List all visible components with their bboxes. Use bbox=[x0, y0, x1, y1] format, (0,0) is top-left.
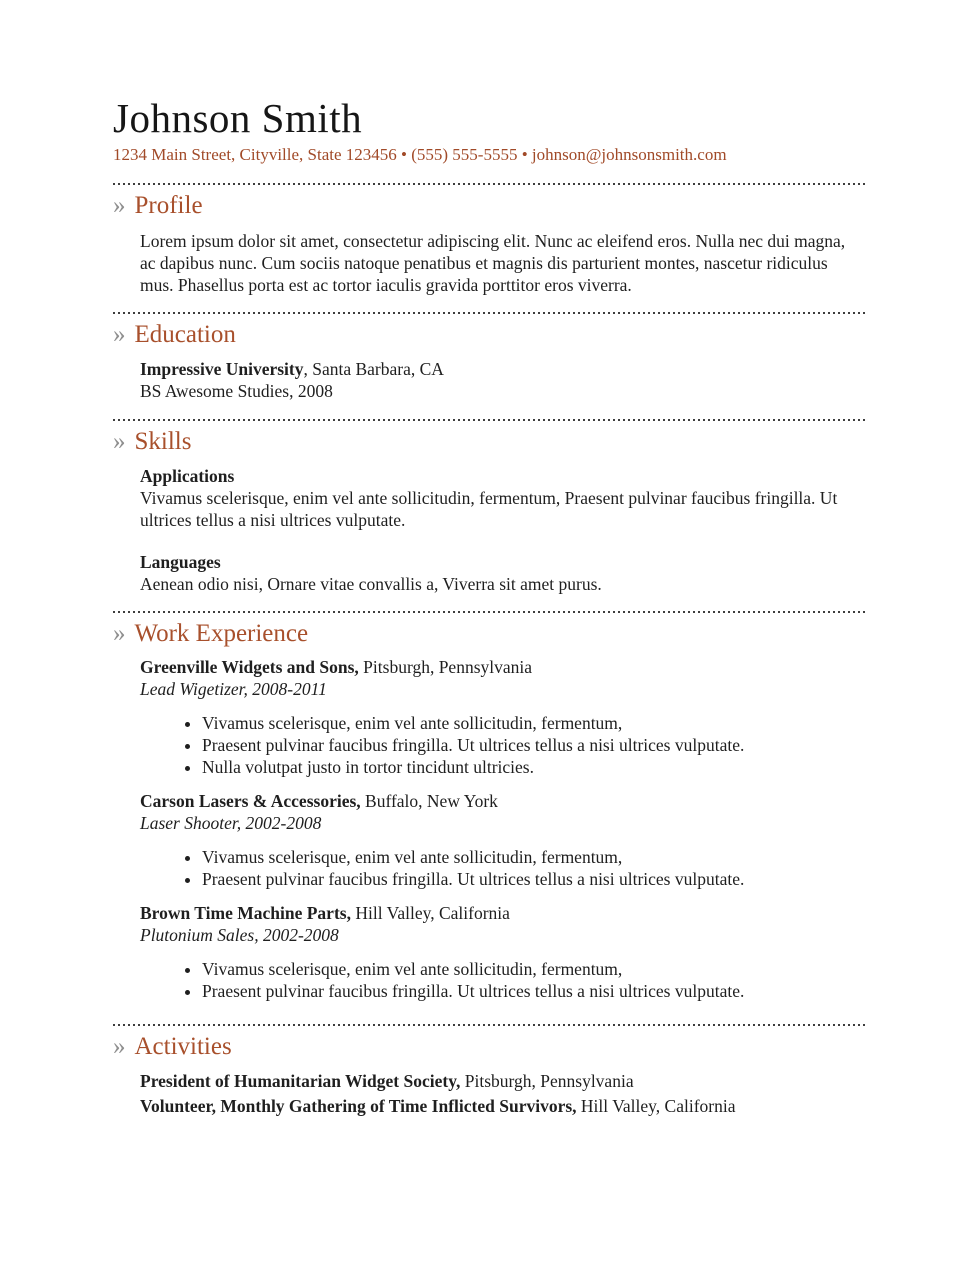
job-role-line: Plutonium Sales, 2002-2008 bbox=[140, 925, 339, 945]
skill-group-text: Aenean odio nisi, Ornare vitae convallis a, Viverra sit amet purus. bbox=[140, 574, 602, 594]
job-bullet-list bbox=[140, 712, 862, 778]
contact-line: 1234 Main Street, Cityville, State 123456 • (555) 555-5555 • johnson@johnsonsmith.com bbox=[113, 145, 727, 164]
activity-item: Volunteer, Monthly Gathering of Time Inflicted Survivors, Hill Valley, California bbox=[140, 1096, 736, 1116]
bullet-item: • Praesent pulvinar faucibus fringilla. Ut ultrices tellus a nisi ultrices vulputate. bbox=[202, 734, 862, 756]
chevron-icon: » bbox=[113, 321, 126, 348]
section-heading-activities bbox=[113, 1032, 867, 1062]
activity-item: President of Humanitarian Widget Society, Pitsburgh, Pennsylvania bbox=[140, 1071, 634, 1091]
chevron-icon: » bbox=[113, 428, 126, 455]
bullet-item: • Praesent pulvinar faucibus fringilla. Ut ultrices tellus a nisi ultrices vulputate. bbox=[202, 868, 862, 890]
skill-group-label: Languages bbox=[140, 552, 221, 572]
education-school: Impressive University, Santa Barbara, CA bbox=[140, 359, 444, 379]
job-entry bbox=[140, 902, 867, 1002]
dotted-divider bbox=[113, 1024, 867, 1026]
resume-name: Johnson Smith bbox=[113, 95, 363, 141]
skill-group-text: Vivamus scelerisque, enim vel ante sollicitudin, fermentum, Praesent pulvinar faucibus fringilla. Ut ultrices tellus a nisi ultrices vulputate. bbox=[140, 488, 838, 530]
job-role-line: Lead Wigetizer, 2008-2011 bbox=[140, 679, 327, 699]
dotted-divider bbox=[113, 312, 867, 314]
chevron-icon: » bbox=[113, 620, 126, 647]
job-bullet-list bbox=[140, 846, 862, 890]
job-company-line: Greenville Widgets and Sons, Pitsburgh, Pennsylvania bbox=[140, 657, 533, 677]
bullet-item: • Praesent pulvinar faucibus fringilla. Ut ultrices tellus a nisi ultrices vulputate. bbox=[202, 980, 862, 1002]
skill-group-label: Applications bbox=[140, 466, 235, 486]
dotted-divider bbox=[113, 183, 867, 185]
bullet-item: • Nulla volutpat justo in tortor tincidunt ultricies. bbox=[202, 756, 862, 778]
job-entry bbox=[140, 656, 867, 778]
job-bullet-list bbox=[140, 958, 862, 1002]
skill-group-applications bbox=[140, 465, 856, 531]
section-heading-profile bbox=[113, 191, 867, 221]
skill-group-languages bbox=[140, 551, 856, 611]
dotted-divider bbox=[113, 611, 867, 613]
section-title-label: Skills bbox=[134, 428, 192, 455]
job-company-line: Brown Time Machine Parts, Hill Valley, California bbox=[140, 903, 510, 923]
chevron-icon: » bbox=[113, 1033, 126, 1060]
section-title-label: Profile bbox=[134, 192, 203, 219]
chevron-icon: » bbox=[113, 192, 126, 219]
section-title-label: Work Experience bbox=[134, 620, 309, 647]
job-entry bbox=[140, 790, 867, 890]
education-degree: BS Awesome Studies, 2008 bbox=[140, 381, 333, 401]
profile-text: Lorem ipsum dolor sit amet, consectetur adipiscing elit. Nunc ac eleifend eros. Nulla nec dui magna, ac dapibus nunc. Cum sociis natoque penatibus et magnis dis parturient montes, nascetur ridiculus mus. Phasellus porta est ac tortor iaculis gravida porttitor eros viverra. bbox=[140, 231, 846, 295]
section-heading-skills bbox=[113, 427, 867, 457]
job-company-line: Carson Lasers & Accessories, Buffalo, New York bbox=[140, 791, 498, 811]
bullet-item: • Vivamus scelerisque, enim vel ante sollicitudin, fermentum, bbox=[202, 712, 862, 734]
bullet-item: • Vivamus scelerisque, enim vel ante sollicitudin, fermentum, bbox=[202, 846, 862, 868]
job-role-line: Laser Shooter, 2002-2008 bbox=[140, 813, 322, 833]
section-title-label: Education bbox=[134, 321, 236, 348]
section-heading-work-experience bbox=[113, 619, 867, 649]
section-title-label: Activities bbox=[134, 1033, 232, 1060]
bullet-item: • Vivamus scelerisque, enim vel ante sollicitudin, fermentum, bbox=[202, 958, 862, 980]
section-heading-education bbox=[113, 320, 867, 350]
dotted-divider bbox=[113, 419, 867, 421]
